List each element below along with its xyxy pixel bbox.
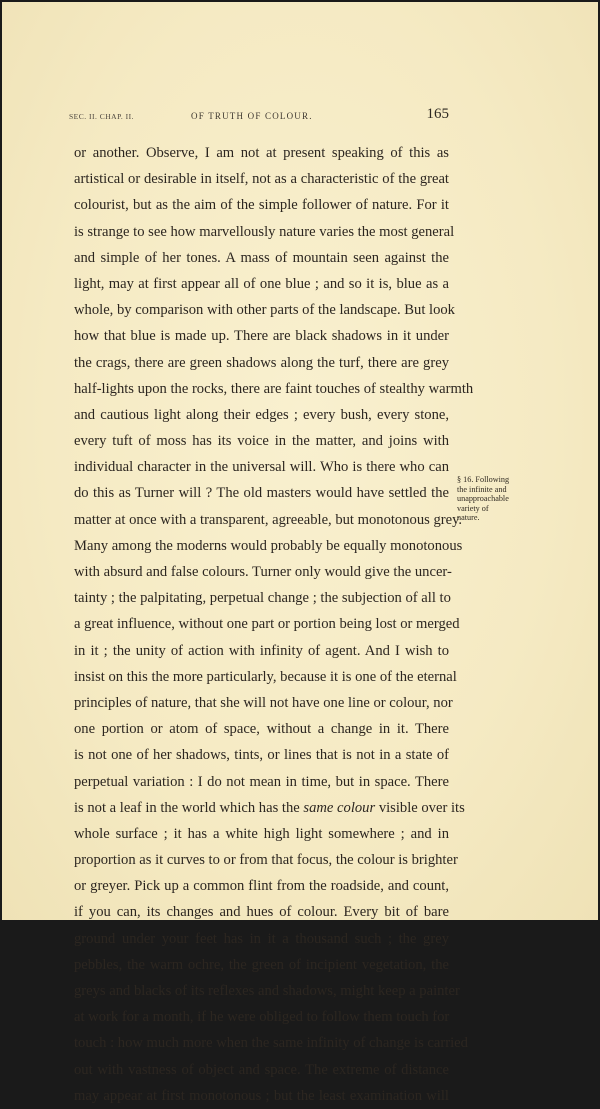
text-line: or greyer. Pick up a common flint from the roadside, and count,: [74, 878, 449, 895]
text-line: proportion as it curves to or from that focus, the colour is brighter: [74, 852, 458, 869]
sidenote-line: nature.: [457, 513, 480, 523]
text-line: individual character in the universal will. Who is there who can: [74, 459, 449, 476]
text-line: if you can, its changes and hues of colour. Every bit of bare: [74, 904, 449, 921]
text-line: touch : how much more when the same infinity of change is carried: [74, 1035, 468, 1052]
book-page: [2, 2, 598, 1104]
sidenote-line: the infinite and: [457, 484, 507, 494]
text-line: light, may at first appear all of one blue ; and so it is, blue as a: [74, 275, 449, 292]
text-line: is not one of her shadows, tints, or lines that is not in a state of: [74, 747, 449, 764]
text-line: every tuft of moss has its voice in the matter, and joins with: [74, 433, 449, 450]
text-line: whole, by comparison with other parts of the landscape. But look: [74, 302, 455, 319]
marginal-sidenote: [457, 475, 557, 523]
text-line: whole surface ; it has a white high light somewhere ; and in: [74, 825, 449, 842]
text-line: at work for a month, if he were obliged to follow them touch for: [74, 1009, 450, 1026]
text-line: is strange to see how marvellously nature varies the most general: [74, 223, 455, 240]
italic-emphasis: same colour: [303, 799, 376, 816]
text-line: and cautious light along their edges ; every bush, every stone,: [74, 406, 449, 423]
text-line: [74, 795, 465, 821]
text-line: matter at once with a transparent, agreeable, but monotonous grey.: [74, 511, 463, 528]
text-line: colourist, but as the aim of the simple follower of nature. For it: [74, 197, 449, 214]
text-line: or another. Observe, I am not at present speaking of this as: [74, 145, 449, 161]
sidenote-line: unapproachable: [457, 494, 509, 504]
section-chapter-label: SEC. II. CHAP. II.: [69, 112, 135, 121]
sidenote-line: § 16. Following: [457, 475, 510, 484]
text-line: greys and blacks of its reflexes and shadows, might keep a painter: [74, 983, 460, 999]
page-number: 165: [426, 106, 449, 122]
sidenote-line: variety of: [457, 503, 489, 513]
text-line: ground under your feet has in it a thousand such ; the grey: [74, 930, 449, 947]
text-line: perpetual variation : I do not mean in time, but in space. There: [74, 773, 449, 790]
text-line: and simple of her tones. A mass of mountain seen against the: [74, 249, 449, 266]
text-line: do this as Turner will ? The old masters would have settled the: [74, 485, 449, 502]
running-head: [69, 106, 449, 126]
text-line: half-lights upon the rocks, there are faint touches of stealthy warmth: [74, 380, 474, 397]
chapter-title: OF TRUTH OF COLOUR.: [191, 111, 313, 121]
text-line: out with vastness of object and space. The extreme of distance: [74, 1061, 449, 1078]
text-line: tainty ; the palpitating, perpetual change ; the subjection of all to: [74, 590, 451, 607]
text-line: may appear at first monotonous ; but the least examination will: [74, 1087, 449, 1104]
text-line: insist on this the more particularly, because it is one of the eternal: [74, 668, 457, 685]
text-line: principles of nature, that she will not have one line or colour, nor: [74, 694, 453, 711]
text-line: pebbles, the warm ochre, the green of incipient vegetation, the: [74, 956, 449, 973]
text-line: a great influence, without one part or portion being lost or merged: [74, 616, 460, 633]
text-line: with absurd and false colours. Turner only would give the uncer-: [74, 564, 452, 580]
text-line: in it ; the unity of action with infinity of agent. And I wish to: [74, 642, 449, 659]
text-line: artistical or desirable in itself, not as a characteristic of the great: [74, 171, 449, 188]
text-segment: is not a leaf in the world which has the: [74, 799, 300, 816]
text-segment: visible over its: [378, 799, 465, 816]
text-line: one portion or atom of space, without a change in it. There: [74, 721, 449, 738]
text-line: how that blue is made up. There are black shadows in it under: [74, 328, 449, 345]
text-line: Many among the moderns would probably be equally monotonous: [74, 537, 463, 554]
text-line: the crags, there are green shadows along the turf, there are grey: [74, 354, 449, 371]
